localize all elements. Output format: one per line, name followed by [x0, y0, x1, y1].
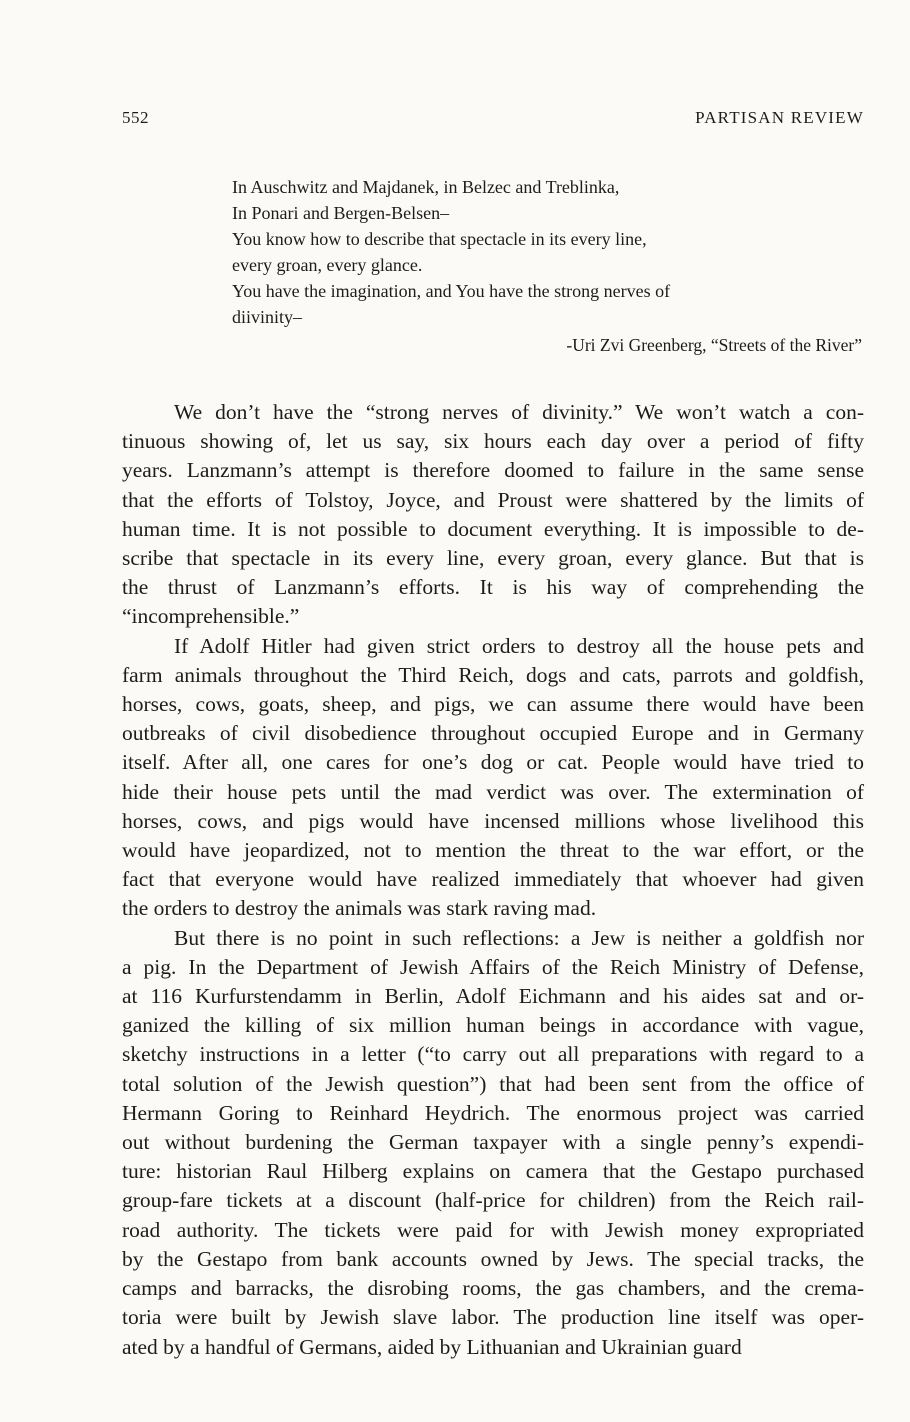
text-line: scribe that spectacle in its every line, every groan, every glance. But that is — [122, 546, 864, 571]
text-line: hide their house pets until the mad verdict was over. The extermination of — [122, 779, 864, 804]
text-line: group-fare tickets at a discount (half-price for children) from the Reich rail- — [122, 1188, 864, 1213]
text-line: tinuous showing of, let us say, six hours each day over a period of fifty — [122, 429, 864, 454]
text-line: out without burdening the German taxpayer with a single penny’s expendi- — [122, 1130, 864, 1155]
text-line: years. Lanzmann’s attempt is therefore doomed to failure in the same sense — [122, 458, 864, 483]
text-line: by the Gestapo from bank accounts owned by Jews. The special tracks, the — [122, 1246, 864, 1271]
text-line: horses, cows, goats, sheep, and pigs, we can assume there would have been — [122, 692, 864, 717]
text-line: We don’t have the “strong nerves of divinity.” We won’t watch a con- — [174, 400, 864, 424]
paragraph — [122, 924, 864, 1362]
text-line: outbreaks of civil disobedience throughout occupied Europe and in Germany — [122, 721, 864, 746]
epigraph-line: every groan, every glance. — [232, 255, 423, 275]
text-line: a pig. In the Department of Jewish Affairs of the Reich Ministry of Defense, — [122, 954, 864, 979]
text-line: camps and barracks, the disrobing rooms, the gas chambers, and the crema- — [122, 1276, 864, 1301]
text-line: would have jeopardized, not to mention the threat to the war effort, or the — [122, 838, 864, 863]
text-line: ganized the killing of six million human beings in accordance with vague, — [122, 1013, 864, 1038]
text-line: But there is no point in such reflections: a Jew is neither a goldfish nor — [174, 925, 864, 950]
text-line: If Adolf Hitler had given strict orders to destroy all the house pets and — [174, 633, 864, 658]
text-line: ated by a handful of Germans, aided by Lithuanian and Ukrainian guard — [122, 1334, 742, 1359]
page-number: 552 — [122, 108, 149, 127]
epigraph-attribution: -Uri Zvi Greenberg, “Streets of the River” — [566, 335, 862, 355]
text-line: the thrust of Lanzmann’s efforts. It is his way of comprehending the — [122, 575, 864, 600]
paragraph — [122, 398, 864, 632]
epigraph-line: You have the imagination, and You have the strong nerves of — [232, 281, 671, 301]
running-head: PARTISAN REVIEW — [695, 108, 864, 127]
text-line: Hermann Goring to Reinhard Heydrich. The enormous project was carried — [122, 1100, 864, 1125]
text-line: itself. After all, one cares for one’s dog or cat. People would have tried to — [122, 750, 864, 775]
text-line: horses, cows, and pigs would have incensed millions whose livelihood this — [122, 808, 864, 833]
text-line: the orders to destroy the animals was stark raving mad. — [122, 896, 597, 921]
text-line: “incomprehensible.” — [122, 604, 300, 629]
epigraph — [232, 174, 862, 358]
epigraph-line: In Ponari and Bergen-Belsen– — [232, 203, 450, 223]
paragraph — [122, 632, 864, 924]
text-line: that the efforts of Tolstoy, Joyce, and Proust were shattered by the limits of — [122, 487, 864, 512]
text-line: sketchy instructions in a letter (“to carry out all preparations with regard to a — [122, 1042, 864, 1067]
text-line: road authority. The tickets were paid for with Jewish money expropriated — [122, 1217, 864, 1242]
text-line: fact that everyone would have realized immediately that whoever had given — [122, 867, 864, 892]
page-header — [122, 108, 864, 132]
text-line: ture: historian Raul Hilberg explains on camera that the Gestapo purchased — [122, 1159, 864, 1184]
text-line: total solution of the Jewish question”) that had been sent from the office of — [122, 1071, 864, 1096]
epigraph-line: You know how to describe that spectacle in its every line, — [232, 229, 647, 249]
text-line: farm animals throughout the Third Reich, dogs and cats, parrots and goldfish, — [122, 662, 864, 687]
text-line: at 116 Kurfurstendamm in Berlin, Adolf Eichmann and his aides sat and or- — [122, 984, 864, 1009]
text-line: toria were built by Jewish slave labor. The production line itself was oper- — [122, 1305, 864, 1330]
text-line: human time. It is not possible to document everything. It is impossible to de- — [122, 516, 864, 541]
epigraph-line: In Auschwitz and Majdanek, in Belzec and Treblinka, — [232, 177, 620, 197]
body-text — [122, 398, 864, 1362]
epigraph-line: diivinity– — [232, 307, 303, 327]
